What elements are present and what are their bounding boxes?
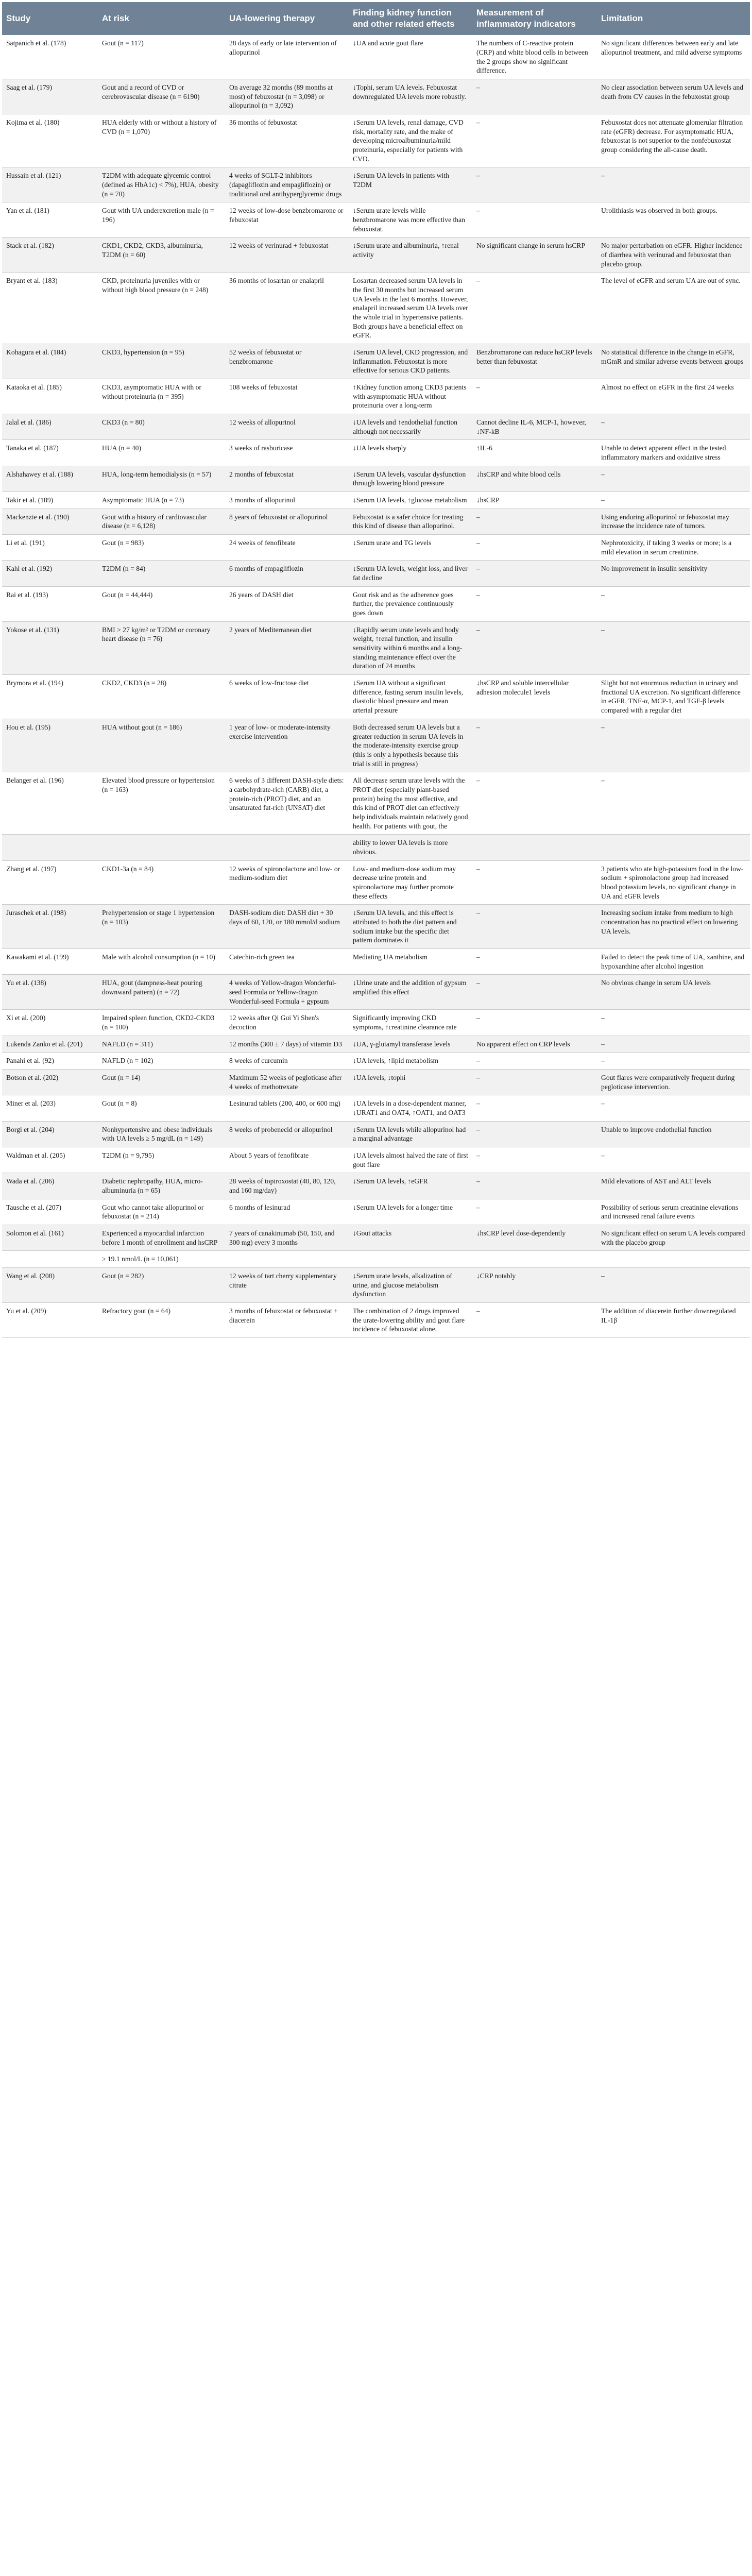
table-row (2, 1173, 750, 1199)
table-row (2, 621, 750, 674)
cell-study: Zhang et al. (197) (2, 860, 98, 905)
cell-inflammatory: – (472, 379, 597, 414)
cell-study: Brymora et al. (194) (2, 675, 98, 719)
table-row (2, 561, 750, 586)
cell-finding: Low- and medium-dose sodium may decrease urine protein and spironolactone may further promote these effects (349, 860, 472, 905)
cell-limitation: No improvement in insulin sensitivity (597, 561, 750, 586)
cell-inflammatory: – (472, 167, 597, 202)
cell-therapy: 8 weeks of curcumin (225, 1053, 349, 1070)
table-row (2, 79, 750, 114)
cell-inflammatory: – (472, 79, 597, 114)
cell-study: Waldman et al. (205) (2, 1147, 98, 1173)
cell-inflammatory: ↓hsCRP and white blood cells (472, 466, 597, 492)
cell-finding: ↓UA levels and ↑endothelial function although not necessarily (349, 414, 472, 440)
cell-finding: ↓Serum UA without a significant difference, fasting serum insulin levels, diastolic blood pressure and mean arterial pressure (349, 675, 472, 719)
cell-study: Xi et al. (200) (2, 1010, 98, 1036)
table-row (2, 466, 750, 492)
cell-finding: ↓UA and acute gout flare (349, 35, 472, 79)
cell-study (2, 1251, 98, 1268)
cell-therapy: 52 weeks of febuxostat or benzbromarone (225, 344, 349, 379)
cell-study: Kohagura et al. (184) (2, 344, 98, 379)
cell-at-risk: Impaired spleen function, CKD2-CKD3 (n = 100) (98, 1010, 225, 1036)
cell-inflammatory: – (472, 1147, 597, 1173)
cell-therapy: 12 months (300 ± 7 days) of vitamin D3 (225, 1036, 349, 1053)
cell-inflammatory: No apparent effect on CRP levels (472, 1036, 597, 1053)
table-row (2, 1199, 750, 1225)
cell-at-risk: Gout who cannot take allopurinol or febuxostat (n = 214) (98, 1199, 225, 1225)
cell-inflammatory: – (472, 586, 597, 621)
cell-inflammatory: The numbers of C-reactive protein (CRP) and white blood cells in between the 2 groups show no significant difference. (472, 35, 597, 79)
table-row (2, 344, 750, 379)
cell-therapy: 28 weeks of topiroxostat (40, 80, 120, and 160 mg/day) (225, 1173, 349, 1199)
cell-limitation: – (597, 167, 750, 202)
cell-therapy (225, 1251, 349, 1268)
table-row (2, 535, 750, 561)
cell-study: Panahi et al. (92) (2, 1053, 98, 1070)
table-row (2, 1225, 750, 1251)
cell-therapy: Maximum 52 weeks of pegloticase after 4 weeks of methotrexate (225, 1069, 349, 1095)
cell-at-risk: Male with alcohol consumption (n = 10) (98, 948, 225, 974)
cell-at-risk: Gout (n = 282) (98, 1268, 225, 1303)
cell-limitation: No clear association between serum UA levels and death from CV causes in the febuxostat group (597, 79, 750, 114)
cell-inflammatory: – (472, 975, 597, 1010)
cell-finding: ↓Rapidly serum urate levels and body weight, ↑renal function, and insulin sensitivity within 6 months and a long-standing maintenance effect over the duration of 24 months (349, 621, 472, 674)
cell-study: Kataoka et al. (185) (2, 379, 98, 414)
cell-finding: ↑Kidney function among CKD3 patients with asymptomatic HUA without proteinuria over a long-term (349, 379, 472, 414)
cell-therapy: 12 weeks of tart cherry supplementary citrate (225, 1268, 349, 1303)
cell-study: Yu et al. (209) (2, 1303, 98, 1338)
table-row (2, 167, 750, 202)
cell-limitation: – (597, 492, 750, 509)
cell-at-risk: Experienced a myocardial infarction before 1 month of enrollment and hsCRP (98, 1225, 225, 1251)
table-row (2, 1303, 750, 1338)
header-ua-lowering-therapy: UA-lowering therapy (225, 2, 349, 35)
cell-inflammatory: – (472, 202, 597, 238)
cell-study: Borgi et al. (204) (2, 1121, 98, 1147)
cell-finding: Gout risk and as the adherence goes further, the prevalence continuously goes down (349, 586, 472, 621)
cell-finding: ↓Serum UA levels while allopurinol had a marginal advantage (349, 1121, 472, 1147)
table-row (2, 1121, 750, 1147)
cell-finding: ↓UA levels in a dose-dependent manner, ↓URAT1 and OAT4, ↑OAT1, and OAT3 (349, 1095, 472, 1121)
cell-finding: ↓Serum urate and TG levels (349, 535, 472, 561)
cell-at-risk: Prehypertension or stage 1 hypertension (n = 103) (98, 905, 225, 949)
cell-finding: ↓UA levels sharply (349, 440, 472, 466)
cell-finding: ↓UA levels almost halved the rate of first gout flare (349, 1147, 472, 1173)
cell-at-risk: CKD3, asymptomatic HUA with or without proteinuria (n = 395) (98, 379, 225, 414)
cell-inflammatory: – (472, 1010, 597, 1036)
cell-finding: ↓Serum UA levels, renal damage, CVD risk, mortality rate, and the make of developing microalbuminuria/mild proteinuria, especially for patients with CVD. (349, 114, 472, 167)
cell-finding: ↓Serum UA levels in patients with T2DM (349, 167, 472, 202)
cell-finding: Both decreased serum UA levels but a greater reduction in serum UA levels in the moderate-intensity exercise group (this is only a hypothesis because this trial is still in progress) (349, 719, 472, 772)
cell-therapy: 28 days of early or late intervention of allopurinol (225, 35, 349, 79)
cell-study: Botson et al. (202) (2, 1069, 98, 1095)
table-row (2, 114, 750, 167)
table-row (2, 1268, 750, 1303)
cell-limitation: The addition of diacerein further downregulated IL-1β (597, 1303, 750, 1338)
cell-at-risk: CKD3 (n = 80) (98, 414, 225, 440)
cell-inflammatory: Cannot decline IL-6, MCP-1, however, ↓NF-kB (472, 414, 597, 440)
cell-limitation: 3 patients who ate high-potassium food in the low-sodium + spironolactone group had increased blood potassium levels, no significant change in UA and eGFR levels (597, 860, 750, 905)
cell-limitation: – (597, 414, 750, 440)
cell-therapy: 12 weeks after Qi Gui Yi Shen's decoction (225, 1010, 349, 1036)
cell-finding (349, 1251, 472, 1268)
cell-study: Kawakami et al. (199) (2, 948, 98, 974)
cell-at-risk: HUA without gout (n = 186) (98, 719, 225, 772)
cell-study: Wada et al. (206) (2, 1173, 98, 1199)
cell-therapy: 2 years of Mediterranean diet (225, 621, 349, 674)
cell-inflammatory: ↓hsCRP (472, 492, 597, 509)
cell-finding: ↓Serum urate levels, alkalization of urine, and glucose metabolism dysfunction (349, 1268, 472, 1303)
cell-limitation: No significant effect on serum UA levels compared with the placebo group (597, 1225, 750, 1251)
cell-limitation: No major perturbation on eGFR. Higher incidence of diarrhea with verinurad and febuxostat than placebo group. (597, 238, 750, 273)
table-row (2, 860, 750, 905)
table-row (2, 1095, 750, 1121)
cell-therapy: 7 years of canakinumab (50, 150, and 300 mg) every 3 months (225, 1225, 349, 1251)
cell-at-risk: Gout with UA underexcretion male (n = 196) (98, 202, 225, 238)
cell-at-risk: HUA, gout (dampness-heat pouring downward pattern) (n = 72) (98, 975, 225, 1010)
cell-study: Yokose et al. (131) (2, 621, 98, 674)
cell-study: Miner et al. (203) (2, 1095, 98, 1121)
cell-therapy: 12 weeks of spironolactone and low- or medium-sodium diet (225, 860, 349, 905)
cell-finding: All decrease serum urate levels with the PROT diet (especially plant-based protein) being the most effective, and this kind of PROT diet can effectively help individuals maintain relatively good health. For patients with gout, the (349, 772, 472, 835)
table-row (2, 835, 750, 860)
cell-inflammatory: – (472, 621, 597, 674)
cell-at-risk: NAFLD (n = 102) (98, 1053, 225, 1070)
cell-at-risk: Gout (n = 117) (98, 35, 225, 79)
cell-inflammatory (472, 1251, 597, 1268)
cell-limitation (597, 1251, 750, 1268)
table-row (2, 492, 750, 509)
cell-at-risk: CKD1-3a (n = 84) (98, 860, 225, 905)
cell-study: Yan et al. (181) (2, 202, 98, 238)
cell-inflammatory: – (472, 860, 597, 905)
cell-study: Wang et al. (208) (2, 1268, 98, 1303)
table-row (2, 905, 750, 949)
cell-limitation: Gout flares were comparatively frequent during pegloticase intervention. (597, 1069, 750, 1095)
cell-inflammatory: – (472, 1121, 597, 1147)
cell-finding: Mediating UA metabolism (349, 948, 472, 974)
cell-inflammatory: – (472, 561, 597, 586)
cell-limitation: Possibility of serious serum creatinine elevations and increased renal failure events (597, 1199, 750, 1225)
cell-finding: ↓Gout attacks (349, 1225, 472, 1251)
cell-finding: ↓Serum UA levels, ↑glucose metabolism (349, 492, 472, 509)
cell-inflammatory: – (472, 1069, 597, 1095)
cell-inflammatory: ↑IL-6 (472, 440, 597, 466)
cell-study: Tanaka et al. (187) (2, 440, 98, 466)
cell-therapy: 3 weeks of rasburicase (225, 440, 349, 466)
cell-limitation: Using enduring allopurinol or febuxostat may increase the incidence rate of tumors. (597, 509, 750, 534)
cell-therapy: 8 weeks of probenecid or allopurinol (225, 1121, 349, 1147)
cell-therapy: 2 months of febuxostat (225, 466, 349, 492)
header-finding: Finding kidney function and other related effects (349, 2, 472, 35)
cell-at-risk: Gout (n = 8) (98, 1095, 225, 1121)
cell-therapy: 8 years of febuxostat or allopurinol (225, 509, 349, 534)
table-row (2, 1053, 750, 1070)
table-header-row (2, 2, 750, 35)
cell-inflammatory: – (472, 509, 597, 534)
cell-at-risk: CKD3, hypertension (n = 95) (98, 344, 225, 379)
cell-at-risk: Diabetic nephropathy, HUA, micro-albuminuria (n = 65) (98, 1173, 225, 1199)
cell-limitation: Urolithiasis was observed in both groups. (597, 202, 750, 238)
cell-limitation: No obvious change in serum UA levels (597, 975, 750, 1010)
cell-at-risk: HUA elderly with or without a history of CVD (n = 1,070) (98, 114, 225, 167)
cell-limitation: Unable to improve endothelial function (597, 1121, 750, 1147)
cell-at-risk (98, 835, 225, 860)
cell-finding: ↓Urine urate and the addition of gypsum amplified this effect (349, 975, 472, 1010)
cell-at-risk: CKD, proteinuria juveniles with or without high blood pressure (n = 248) (98, 273, 225, 344)
cell-inflammatory: ↓hsCRP level dose-dependently (472, 1225, 597, 1251)
cell-at-risk: NAFLD (n = 311) (98, 1036, 225, 1053)
cell-inflammatory: Benzbromarone can reduce hsCRP levels better than febuxostat (472, 344, 597, 379)
cell-finding: ↓UA levels, ↑lipid metabolism (349, 1053, 472, 1070)
cell-at-risk: Elevated blood pressure or hypertension (n = 163) (98, 772, 225, 835)
cell-therapy: 4 weeks of Yellow-dragon Wonderful-seed Formula or Yellow-dragon Wonderful-seed Formula + gypsum (225, 975, 349, 1010)
table-row (2, 772, 750, 835)
cell-study: Alshahawey et al. (188) (2, 466, 98, 492)
cell-therapy: 6 weeks of 3 different DASH-style diets: a carbohydrate-rich (CARB) diet, a protein-rich (PROT) diet, and an unsaturated fat-rich (UNSAT) diet (225, 772, 349, 835)
cell-study: Lukenda Zanko et al. (201) (2, 1036, 98, 1053)
cell-limitation: – (597, 1095, 750, 1121)
table-row (2, 675, 750, 719)
cell-study: Jalal et al. (186) (2, 414, 98, 440)
cell-limitation: – (597, 1036, 750, 1053)
table-row (2, 238, 750, 273)
cell-finding: ↓Tophi, serum UA levels. Febuxostat downregulated UA levels more robustly. (349, 79, 472, 114)
cell-at-risk: Gout (n = 14) (98, 1069, 225, 1095)
cell-finding: Febuxostat is a safer choice for treating this kind of disease than allopurinol. (349, 509, 472, 534)
cell-therapy: 3 months of allopurinol (225, 492, 349, 509)
cell-therapy: Lesinurad tablets (200, 400, or 600 mg) (225, 1095, 349, 1121)
cell-therapy: 36 months of losartan or enalapril (225, 273, 349, 344)
table-row (2, 948, 750, 974)
cell-inflammatory: – (472, 535, 597, 561)
cell-finding: ↓UA, γ-glutamyl transferase levels (349, 1036, 472, 1053)
study-table (2, 2, 750, 1338)
cell-limitation: – (597, 772, 750, 835)
cell-finding: ↓UA levels, ↓tophi (349, 1069, 472, 1095)
cell-limitation: – (597, 1053, 750, 1070)
cell-finding: ↓Serum urate levels while benzbromarone was more effective than febuxostat. (349, 202, 472, 238)
header-limitation: Limitation (597, 2, 750, 35)
cell-at-risk: HUA, long-term hemodialysis (n = 57) (98, 466, 225, 492)
cell-therapy: 6 weeks of low-fructose diet (225, 675, 349, 719)
cell-at-risk: Nonhypertensive and obese individuals with UA levels ≥ 5 mg/dL (n = 149) (98, 1121, 225, 1147)
cell-therapy: 12 weeks of low-dose benzbromarone or febuxostat (225, 202, 349, 238)
cell-therapy: Catechin-rich green tea (225, 948, 349, 974)
cell-inflammatory: – (472, 948, 597, 974)
cell-therapy: 4 weeks of SGLT-2 inhibitors (dapagliflozin and empagliflozin) or traditional oral antihyperglycemic drugs (225, 167, 349, 202)
cell-limitation: – (597, 586, 750, 621)
table-row (2, 975, 750, 1010)
cell-inflammatory: – (472, 114, 597, 167)
cell-inflammatory: – (472, 1303, 597, 1338)
table-row (2, 1147, 750, 1173)
table-row (2, 202, 750, 238)
cell-finding: The combination of 2 drugs improved the urate-lowering ability and gout flare incidence of febuxostat alone. (349, 1303, 472, 1338)
cell-inflammatory (472, 835, 597, 860)
cell-inflammatory: – (472, 1199, 597, 1225)
cell-therapy: 12 weeks of allopurinol (225, 414, 349, 440)
cell-study: Rai et al. (193) (2, 586, 98, 621)
cell-study: Li et al. (191) (2, 535, 98, 561)
cell-finding: ↓Serum UA levels, weight loss, and liver fat decline (349, 561, 472, 586)
table-row (2, 1010, 750, 1036)
cell-limitation: – (597, 1268, 750, 1303)
cell-finding: ↓Serum UA level, CKD progression, and inflammation. Febuxostat is more effective for serious CKD patients. (349, 344, 472, 379)
cell-finding: ↓Serum UA levels, and this effect is attributed to both the diet pattern and sodium intake but the specific diet pattern dominates it (349, 905, 472, 949)
cell-limitation: The level of eGFR and serum UA are out of sync. (597, 273, 750, 344)
cell-at-risk: Gout (n = 44,444) (98, 586, 225, 621)
table-row (2, 1251, 750, 1268)
cell-study: Saag et al. (179) (2, 79, 98, 114)
table-row (2, 35, 750, 79)
cell-inflammatory: – (472, 273, 597, 344)
cell-inflammatory: – (472, 772, 597, 835)
cell-at-risk: HUA (n = 40) (98, 440, 225, 466)
cell-therapy: 12 weeks of verinurad + febuxostat (225, 238, 349, 273)
cell-study (2, 835, 98, 860)
cell-at-risk: T2DM with adequate glycemic control (defined as HbA1c) < 7%), HUA, obesity (n = 70) (98, 167, 225, 202)
cell-limitation: – (597, 1010, 750, 1036)
cell-inflammatory: – (472, 1095, 597, 1121)
cell-finding: ability to lower UA levels is more obvious. (349, 835, 472, 860)
cell-therapy: 108 weeks of febuxostat (225, 379, 349, 414)
cell-therapy: About 5 years of fenofibrate (225, 1147, 349, 1173)
cell-limitation: Nephrotoxicity, if taking 3 weeks or more; is a mild elevation in serum creatinine. (597, 535, 750, 561)
header-inflammatory-indicators: Measurement of inflammatory indicators (472, 2, 597, 35)
cell-finding: ↓Serum UA levels for a longer time (349, 1199, 472, 1225)
cell-therapy: On average 32 months (89 months at most) of febuxostat (n = 3,098) or allopurinol (n = 3,092) (225, 79, 349, 114)
cell-therapy: 3 months of febuxostat or febuxostat + diacerein (225, 1303, 349, 1338)
cell-limitation: Slight but not enormous reduction in urinary and fractional UA excretion. No significant difference in eGFR, TNF-α, MCP-1, and TGF-β levels compared with a regular diet (597, 675, 750, 719)
cell-limitation: Mild elevations of AST and ALT levels (597, 1173, 750, 1199)
cell-study: Hussain et al. (121) (2, 167, 98, 202)
cell-inflammatory: – (472, 905, 597, 949)
table-row (2, 586, 750, 621)
cell-study: Yu et al. (138) (2, 975, 98, 1010)
cell-at-risk: BMI > 27 kg/m² or T2DM or coronary heart disease (n = 76) (98, 621, 225, 674)
table-row (2, 1036, 750, 1053)
cell-study: Belanger et al. (196) (2, 772, 98, 835)
cell-study: Takir et al. (189) (2, 492, 98, 509)
cell-at-risk: Gout with a history of cardiovascular disease (n = 6,128) (98, 509, 225, 534)
cell-inflammatory: ↓CRP notably (472, 1268, 597, 1303)
cell-therapy (225, 835, 349, 860)
cell-inflammatory: – (472, 719, 597, 772)
cell-finding: Losartan decreased serum UA levels in the first 30 months but increased serum UA levels in the last 6 months. However, enalapril increased serum UA levels over the whole trial in hypertensive patients. Both groups have a beneficial effect on eGFR. (349, 273, 472, 344)
cell-limitation: – (597, 466, 750, 492)
cell-at-risk: Asymptomatic HUA (n = 73) (98, 492, 225, 509)
cell-therapy: 36 months of febuxostat (225, 114, 349, 167)
cell-study: Kojima et al. (180) (2, 114, 98, 167)
cell-finding: ↓Serum UA levels, vascular dysfunction through lowering blood pressure (349, 466, 472, 492)
cell-at-risk: Gout (n = 983) (98, 535, 225, 561)
cell-therapy: 6 months of lesinurad (225, 1199, 349, 1225)
cell-inflammatory: ↓hsCRP and soluble intercellular adhesion molecule1 levels (472, 675, 597, 719)
cell-limitation: No significant differences between early and late allopurinol treatment, and mild adverse symptoms (597, 35, 750, 79)
cell-at-risk: CKD1, CKD2, CKD3, albuminuria, T2DM (n = 60) (98, 238, 225, 273)
header-study: Study (2, 2, 98, 35)
cell-limitation: No statistical difference in the change in eGFR, mGmR and similar adverse events between groups (597, 344, 750, 379)
cell-limitation: Unable to detect apparent effect in the tested inflammatory markers and oxidative stress (597, 440, 750, 466)
cell-study: Tausche et al. (207) (2, 1199, 98, 1225)
cell-therapy: 26 years of DASH diet (225, 586, 349, 621)
cell-at-risk: Gout and a record of CVD or cerebrovascular disease (n = 6190) (98, 79, 225, 114)
cell-limitation: – (597, 719, 750, 772)
cell-finding: ↓Serum UA levels, ↑eGFR (349, 1173, 472, 1199)
cell-at-risk: T2DM (n = 84) (98, 561, 225, 586)
cell-limitation: Almost no effect on eGFR in the first 24 weeks (597, 379, 750, 414)
cell-limitation: – (597, 621, 750, 674)
cell-study: Satpanich et al. (178) (2, 35, 98, 79)
cell-study: Stack et al. (182) (2, 238, 98, 273)
cell-study: Bryant et al. (183) (2, 273, 98, 344)
cell-inflammatory: No significant change in serum hsCRP (472, 238, 597, 273)
cell-limitation: Increasing sodium intake from medium to high concentration has no practical effect on lowering UA levels. (597, 905, 750, 949)
table-row (2, 414, 750, 440)
cell-study: Solomon et al. (161) (2, 1225, 98, 1251)
table-body (2, 35, 750, 1337)
cell-finding: Significantly improving CKD symptoms, ↑creatinine clearance rate (349, 1010, 472, 1036)
cell-at-risk: CKD2, CKD3 (n = 28) (98, 675, 225, 719)
cell-inflammatory: – (472, 1053, 597, 1070)
cell-therapy: 6 months of empagliflozin (225, 561, 349, 586)
cell-at-risk: T2DM (n = 9,795) (98, 1147, 225, 1173)
cell-at-risk: Refractory gout (n = 64) (98, 1303, 225, 1338)
cell-therapy: DASH-sodium diet: DASH diet + 30 days of 60, 120, or 180 mmol/d sodium (225, 905, 349, 949)
table-row (2, 719, 750, 772)
cell-finding: ↓Serum urate and albuminuria, ↑renal activity (349, 238, 472, 273)
cell-limitation: Failed to detect the peak time of UA, xanthine, and hypoxanthine after alcohol ingestion (597, 948, 750, 974)
cell-study: Hou et al. (195) (2, 719, 98, 772)
cell-limitation (597, 835, 750, 860)
header-at-risk: At risk (98, 2, 225, 35)
cell-limitation: – (597, 1147, 750, 1173)
cell-study: Juraschek et al. (198) (2, 905, 98, 949)
cell-study: Mackenzie et al. (190) (2, 509, 98, 534)
cell-therapy: 1 year of low- or moderate-intensity exercise intervention (225, 719, 349, 772)
cell-limitation: Febuxostat does not attenuate glomerular filtration rate (eGFR) decrease. For asymptomatic HUA, febuxostat is not superior to the nonfebuxostat group considering the all-cause death. (597, 114, 750, 167)
table-row (2, 1069, 750, 1095)
table-row (2, 509, 750, 534)
cell-study: Kahl et al. (192) (2, 561, 98, 586)
table-row (2, 379, 750, 414)
cell-at-risk: ≥ 19.1 nmol/L (n = 10,061) (98, 1251, 225, 1268)
cell-therapy: 24 weeks of fenofibrate (225, 535, 349, 561)
cell-inflammatory: – (472, 1173, 597, 1199)
table-row (2, 273, 750, 344)
table-row (2, 440, 750, 466)
